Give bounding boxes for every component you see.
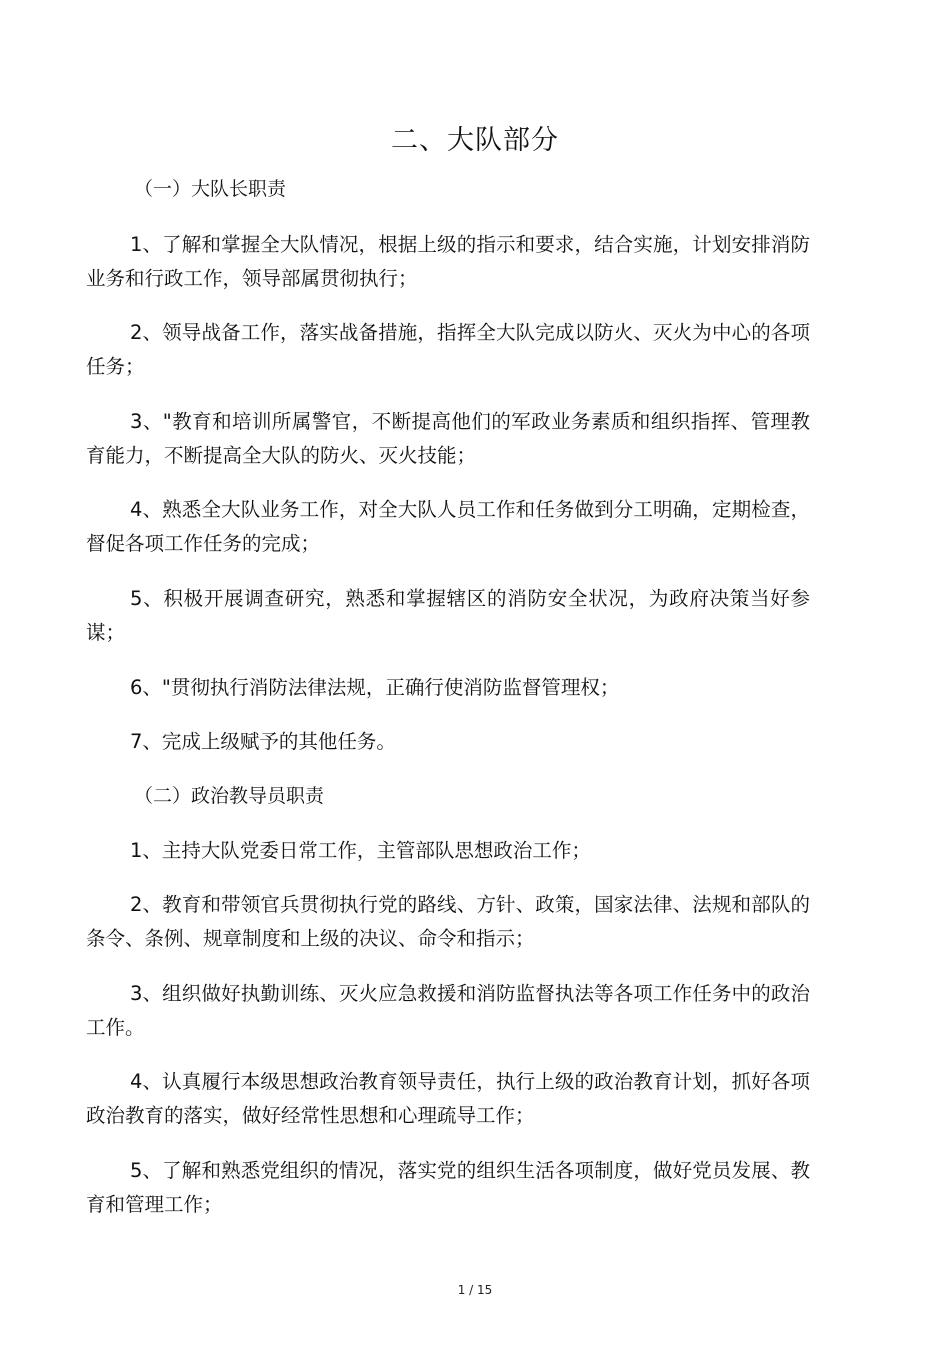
paragraph-instructor-3: 3、组织做好执勤训练、灭火应急救援和消防监督执法等各项工作任务中的政治工作。 xyxy=(86,982,810,1039)
paragraph-captain-3: 3、"教育和培训所属警官，不断提高他们的军政业务素质和组织指挥、管理教育能力，不断提高全大队的防火、灭火技能； xyxy=(86,410,810,467)
section-heading-instructor: （二）政治教导员职责 xyxy=(134,785,325,807)
paragraph-captain-7: 7、完成上级赋予的其他任务。 xyxy=(130,730,396,753)
paragraph-instructor-4: 4、认真履行本级思想政治教育领导责任，执行上级的政治教育计划，抓好各项政治教育的落实，做好经常性思想和心理疏导工作； xyxy=(86,1070,810,1127)
paragraph-captain-6: 6、"贯彻执行消防法律法规，正确行使消防监督管理权； xyxy=(130,676,620,699)
paragraph-captain-1: 1、了解和掌握全大队情况，根据上级的指示和要求，结合实施，计划安排消防业务和行政工作，领导部属贯彻执行； xyxy=(86,233,810,290)
section-heading-captain: （一）大队长职责 xyxy=(134,178,287,200)
paragraph-captain-5: 5、积极开展调查研究，熟悉和掌握辖区的消防安全状况，为政府决策当好参谋； xyxy=(86,587,810,644)
paragraph-captain-4: 4、熟悉全大队业务工作，对全大队人员工作和任务做到分工明确，定期检查，督促各项工作任务的完成； xyxy=(86,498,810,555)
paragraph-instructor-5: 5、了解和熟悉党组织的情况，落实党的组织生活各项制度，做好党员发展、教育和管理工作； xyxy=(86,1159,810,1216)
paragraph-captain-2: 2、领导战备工作，落实战备措施，指挥全大队完成以防火、灭火为中心的各项任务； xyxy=(86,321,810,378)
page-indicator: 1 / 15 xyxy=(457,1283,493,1297)
paragraph-instructor-1: 1、主持大队党委日常工作，主管部队思想政治工作； xyxy=(130,839,591,862)
paragraph-instructor-2: 2、教育和带领官兵贯彻执行党的路线、方针、政策，国家法律、法规和部队的条令、条例、规章制度和上级的决议、命令和指示； xyxy=(86,893,810,950)
page-title: 二、大队部分 xyxy=(391,125,559,156)
